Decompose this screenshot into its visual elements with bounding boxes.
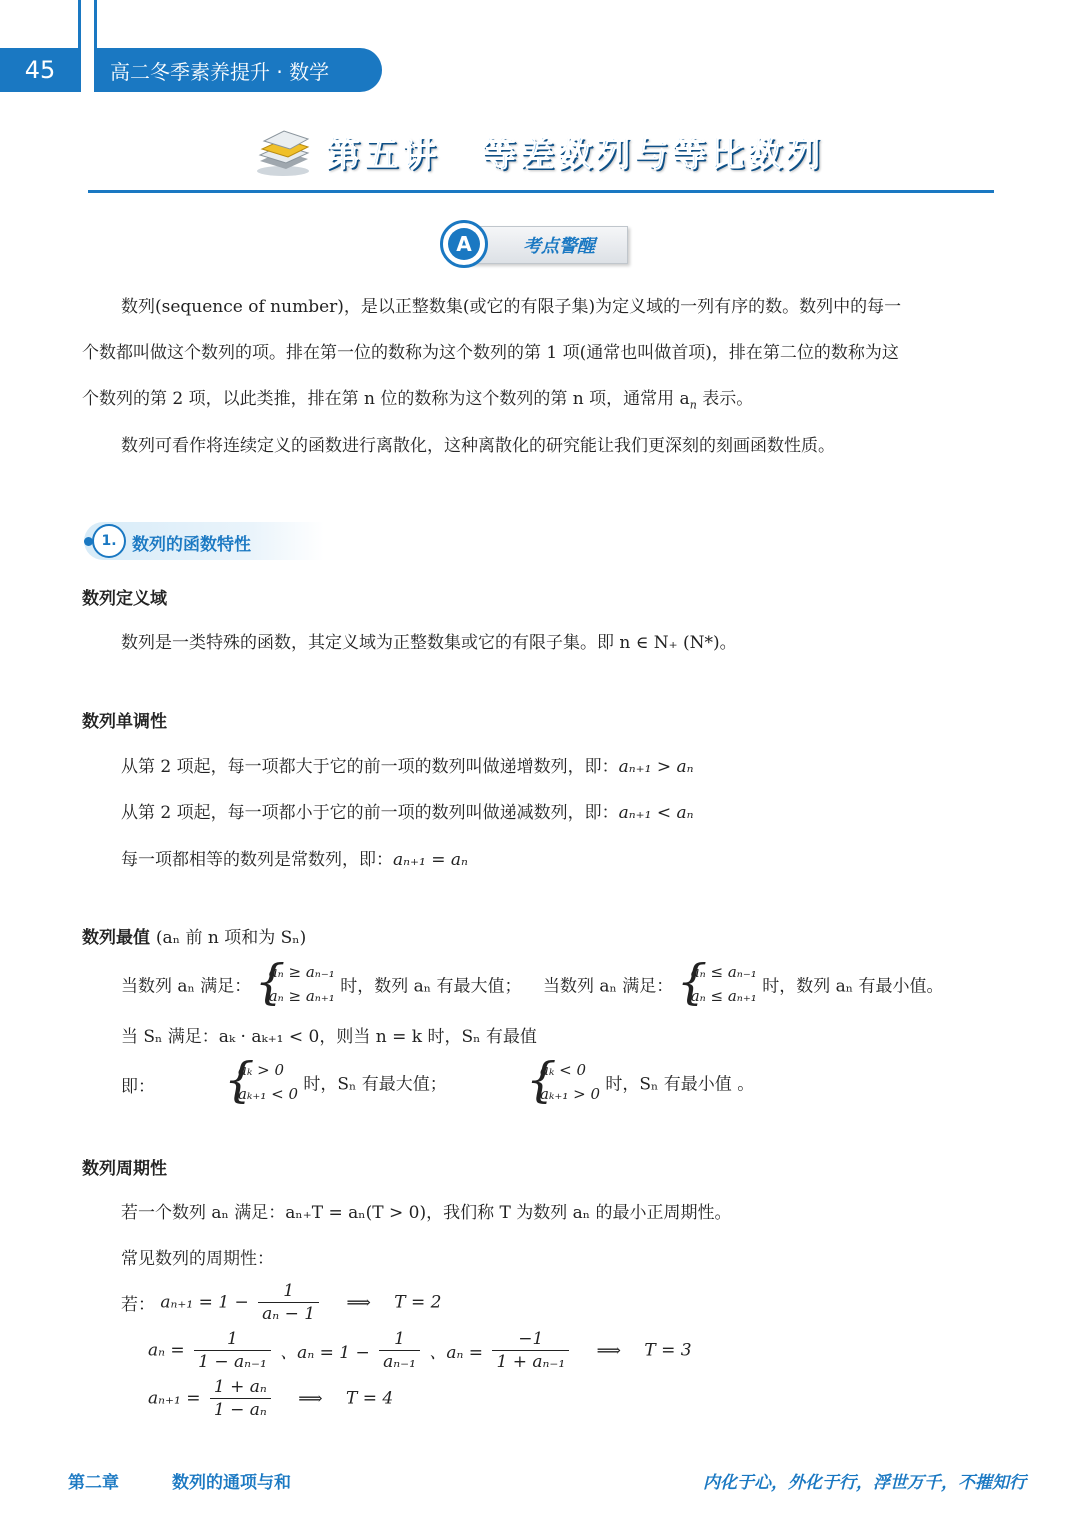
periodic-f2b-frac xyxy=(379,1328,420,1373)
extreme-heading-note: (aₙ 前 n 项和为 Sₙ) xyxy=(155,928,307,948)
extreme-sn-line: 当 Sₙ 满足：aₖ · aₖ₊₁ < 0，则当 n = k 时，Sₙ 有最值 xyxy=(121,1027,537,1047)
periodic-f2a-lhs: aₙ = xyxy=(148,1340,185,1361)
section-1-number: 1. xyxy=(92,524,126,558)
intro-p2: 数列可看作将连续定义的函数进行离散化，这种离散化的研究能让我们更深刻的刻画函数性质。 xyxy=(121,436,835,456)
extreme-min-conditions xyxy=(679,960,757,1008)
extreme-min-prefix: 当数列 aₙ 满足： xyxy=(543,976,674,997)
intro-p1-line3-sub: n xyxy=(689,398,697,412)
badge-label: 考点警醒 xyxy=(468,226,628,264)
periodic-definition: 若一个数列 aₙ 满足：aₙ₊T = aₙ(T > 0)，我们称 T 为数列 aₙ 的最小正周期性。 xyxy=(121,1203,732,1223)
extreme-min-c2: aₙ ≤ aₙ₊₁ xyxy=(690,987,757,1005)
periodic-f1-num: 1 xyxy=(258,1280,319,1303)
monotone-increasing-text: 从第 2 项起，每一项都大于它的前一项的数列叫做递增数列，即： xyxy=(121,757,619,777)
periodic-f2a-den: 1 − aₙ₋₁ xyxy=(198,1352,267,1372)
periodic-f1-lhs: aₙ₊₁ = 1 − xyxy=(160,1292,249,1313)
badge-circle xyxy=(440,220,488,268)
periodic-f1-result: T = 2 xyxy=(394,1292,442,1313)
periodic-f2b-lhs: 、aₙ = 1 − xyxy=(280,1343,370,1363)
lecture-title xyxy=(254,120,824,182)
extreme-heading-text: 数列最值 xyxy=(82,928,150,948)
extreme-smin-c1: { aₖ < 0 xyxy=(540,1061,587,1079)
periodic-formula-2 xyxy=(148,1328,692,1373)
intro-p1-line1: 数列(sequence of number)，是以正整数集(或它的有限子集)为定义域的一列有序的数。数列中的每一 xyxy=(121,297,902,317)
periodic-f1-den: aₙ − 1 xyxy=(262,1304,316,1324)
periodic-heading: 数列周期性 xyxy=(82,1159,167,1179)
extreme-smax-conditions xyxy=(226,1058,298,1106)
extreme-smax xyxy=(226,1058,447,1106)
section-1-tag xyxy=(84,522,324,560)
monotone-constant-math: aₙ₊₁ = aₙ xyxy=(393,850,468,870)
implies-arrow-icon: ⟹ xyxy=(298,1388,323,1409)
monotone-heading: 数列单调性 xyxy=(82,712,167,732)
footer-motto: 内化于心，外化于行，浮世万千，不摧知行 xyxy=(703,1473,1026,1493)
periodic-common: 常见数列的周期性： xyxy=(121,1249,274,1269)
title-underline xyxy=(88,190,994,193)
badge-letter: A xyxy=(448,228,480,260)
page-number: 45 xyxy=(0,48,80,92)
monotone-constant-text: 每一项都相等的数列是常数列，即： xyxy=(121,850,393,870)
extreme-max-prefix: 当数列 aₙ 满足： xyxy=(121,976,252,997)
periodic-f2a-num: 1 xyxy=(194,1328,271,1351)
monotone-decreasing-math: aₙ₊₁ < aₙ xyxy=(618,803,694,823)
extreme-smin-suffix: 时，Sₙ 有最小值 。 xyxy=(605,1074,755,1095)
monotone-constant xyxy=(121,845,468,870)
extreme-max-c2: aₙ ≥ aₙ₊₁ xyxy=(268,987,335,1005)
extreme-min-suffix: 时，数列 aₙ 有最小值。 xyxy=(762,976,944,997)
extreme-max-conditions xyxy=(257,960,335,1008)
monotone-decreasing xyxy=(121,798,694,823)
monotone-increasing-math: aₙ₊₁ > aₙ xyxy=(618,757,694,777)
extreme-min xyxy=(543,960,944,1008)
periodic-formula-1 xyxy=(121,1280,441,1325)
periodic-f3-frac xyxy=(210,1376,271,1421)
periodic-f3-num: 1 + aₙ xyxy=(210,1376,271,1399)
periodic-ruo: 若： xyxy=(121,1295,155,1315)
extreme-ji: 即： xyxy=(121,1077,155,1097)
monotone-increasing xyxy=(121,752,694,777)
implies-arrow-icon: ⟹ xyxy=(346,1292,371,1313)
extreme-smax-c2: aₖ₊₁ < 0 xyxy=(238,1085,298,1103)
extreme-smin-c2: aₖ₊₁ > 0 xyxy=(540,1085,600,1103)
periodic-f3-den: 1 − aₙ xyxy=(213,1400,267,1420)
monotone-decreasing-text: 从第 2 项起，每一项都小于它的前一项的数列叫做递减数列，即： xyxy=(121,803,619,823)
title-part2: 等差数列与等比数列 xyxy=(482,134,824,175)
extreme-smax-suffix: 时，Sₙ 有最大值； xyxy=(303,1074,447,1095)
section-1-label: 数列的函数特性 xyxy=(132,535,251,555)
domain-text: 数列是一类特殊的函数，其定义域为正整数集或它的有限子集。即 n ∈ N₊ (N*)。 xyxy=(121,633,737,653)
periodic-f2-result: T = 3 xyxy=(644,1340,692,1361)
extreme-smax-c1: { aₖ > 0 xyxy=(238,1061,285,1079)
periodic-f2c-frac xyxy=(492,1328,569,1373)
periodic-f2c-num: −1 xyxy=(492,1328,569,1351)
extreme-max-c1: { aₙ ≥ aₙ₋₁ xyxy=(268,963,335,981)
periodic-f2a-frac xyxy=(194,1328,271,1373)
periodic-f2c-lhs: 、aₙ = xyxy=(429,1343,484,1363)
footer-chapter-title: 数列的通项与和 xyxy=(172,1473,291,1493)
extreme-smin-conditions xyxy=(528,1058,600,1106)
intro-p1-line2: 个数都叫做这个数列的项。排在第一位的数称为这个数列的第 1 项(通常也叫做首项)，排在第二位的数称为这 xyxy=(82,343,899,363)
extreme-min-c1: { aₙ ≤ aₙ₋₁ xyxy=(690,963,757,981)
implies-arrow-icon: ⟹ xyxy=(596,1340,621,1361)
periodic-formula-3 xyxy=(148,1376,393,1421)
periodic-f1-frac xyxy=(258,1280,319,1325)
book-title: 高二冬季素养提升 · 数学 xyxy=(96,48,382,92)
periodic-f2b-num: 1 xyxy=(379,1328,420,1351)
intro-p1-line3-text: 个数列的第 2 项，以此类推，排在第 n 位的数称为这个数列的第 n 项，通常用 a xyxy=(82,389,690,409)
extreme-heading xyxy=(82,923,306,948)
periodic-f3-lhs: aₙ₊₁ = xyxy=(148,1388,201,1409)
periodic-f3-result: T = 4 xyxy=(345,1388,394,1409)
section-badge xyxy=(440,220,630,268)
title-part1: 第五讲 xyxy=(326,134,440,175)
extreme-smin xyxy=(528,1058,754,1106)
books-icon xyxy=(254,125,312,177)
footer-chapter: 第二章 xyxy=(68,1473,119,1493)
extreme-max xyxy=(121,960,522,1008)
intro-p1-line3-tail: 表示。 xyxy=(696,389,754,409)
intro-p1-line3 xyxy=(82,384,753,411)
periodic-f2c-den: 1 + aₙ₋₁ xyxy=(496,1352,566,1372)
extreme-max-suffix: 时，数列 aₙ 有最大值； xyxy=(340,976,522,997)
domain-heading: 数列定义域 xyxy=(82,589,167,609)
periodic-f2b-den: aₙ₋₁ xyxy=(383,1352,416,1372)
